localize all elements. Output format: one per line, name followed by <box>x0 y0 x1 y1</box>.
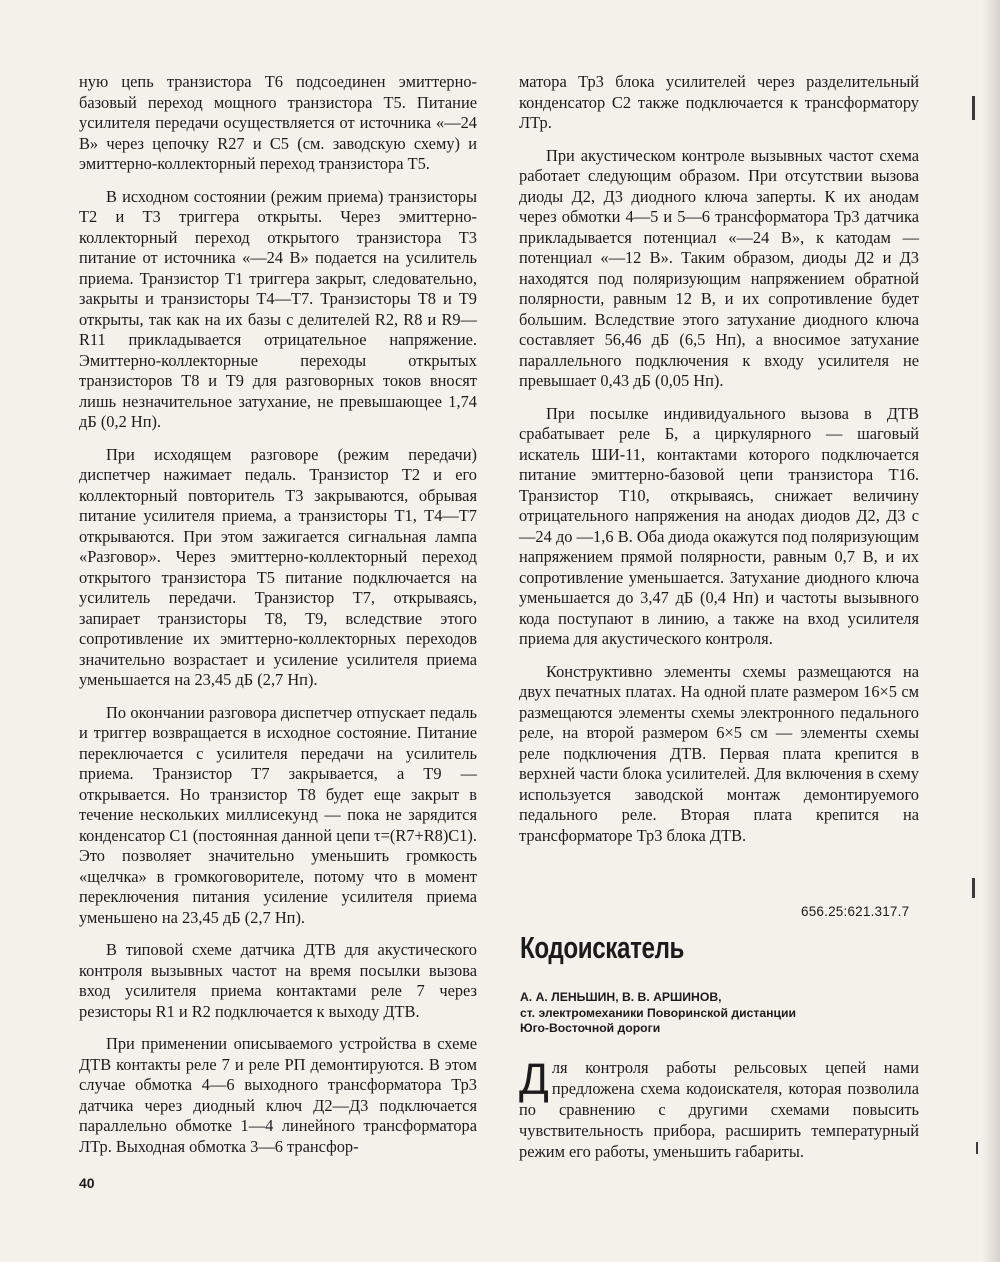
scan-mark <box>976 1142 978 1154</box>
intro-text: ля контроля работы рельсовых цепей нами предложена схема кодоискателя, которая позволила по сравнению с другими схемами повысить чувствительность прибора, расширить температурный режим его работы, уменьшить габариты. <box>519 1058 919 1161</box>
paragraph: При акустическом контроле вызывных частот схема работает следующим образом. При отсутствии вызова диоды Д2, Д3 диодного ключа заперты. К их анодам через обмотки 4—5 и 5—6 трансформатора Тр3 датчика прикладывается потенциал «—24 В», к катодам — потенциал «—12 В». Таким образом, диоды Д2 и Д3 находятся под поляризующим напряжением обратной полярности, равным 12 В, и их сопротивление будет большим. Вследствие этого затухание диодного ключа составляет 56,46 дБ (6,5 Нп), а вносимое затухание параллельного подключения к входу усилителя не превышает 0,43 дБ (0,05 Нп). <box>519 145 919 390</box>
paragraph: При посылке индивидуального вызова в ДТВ срабатывает реле Б, а циркулярного — шаговый искатель ШИ-11, контактами которого подключается питание эмиттерно-базовой цепи транзистора Т16. Транзистор Т10, открываясь, снижает величину отрицательного напряжения на анодах диодов Д2, Д3 с —24 до —1,6 В. Оба диода окажутся под поляризующим напряжением прямой полярности, равным 0,7 В, и их сопротивление уменьшается. Затухание диодного ключа уменьшается до 3,47 дБ (0,4 Нп) и частоты вызывного кода поступают в линию, а также на вход усилителя приема для акустического контроля. <box>519 403 919 648</box>
paragraph: В типовой схеме датчика ДТВ для акустического контроля вызывных частот на время посылки вызова вход усилителя приема контактами реле 7 через резисторы R1 и R2 подключается к выходу ДТВ. <box>79 940 477 1021</box>
scan-mark <box>972 96 975 120</box>
paragraph: По окончании разговора диспетчер отпускает педаль и триггер возвращается в исходное состояние. Питание переключается с усилителя передачи на усилитель приема. Транзистор Т7 закрывается, а Т9 — открывается. Но транзистор Т8 будет еще закрыт в течение нескольких миллисекунд — пока не зарядится конденсатор С1 (постоянная данной цепи τ=(R7+R8)C1). Это позволяет значительно уменьшить громкость «щелчка» в громкоговорителе, потому что в момент переключения питания усиление усилителя приема уменьшено на 23,45 дБ (2,7 Нп). <box>79 702 477 927</box>
paragraph: В исходном состоянии (режим приема) транзисторы Т2 и Т3 триггера открыты. Через эмиттерно-коллекторный переход открытого транзистора Т3 питание от источника «—24 В» подается на усилитель приема. Транзистор Т1 триггера закрыт, следовательно, закрыты и транзисторы Т4—Т7. Транзисторы Т8 и Т9 открыты, так как на их базы с делителей R2, R8 и R9—R11 прикладывается отрицательное напряжение. Эмиттерно-коллекторные переходы открытых транзисторов Т8 и Т9 для разговорных токов вносят лишь незначительное затухание, не превышающее 1,74 дБ (0,2 Нп). <box>79 186 477 431</box>
article-byline <box>520 990 796 1037</box>
drop-cap: Д <box>519 1055 549 1104</box>
paragraph: При исходящем разговоре (режим передачи) диспетчер нажимает педаль. Транзистор Т2 и его коллекторный повторитель Т3 закрываются, обрывая питание усилителя приема, а транзисторы Т1, Т4—Т7 открываются. При этом зажигается сигнальная лампа «Разговор». Через эмиттерно-коллекторный переход открытого транзистора Т5 питание подключается на усилитель передачи. Транзистор Т7, открываясь, запирает транзисторы Т8, Т9, вследствие этого сопротивление их эмиттерно-коллекторных переходов значительно возрастает и усиление усилителя приема уменьшается на 23,45 дБ (2,7 Нп). <box>79 444 477 689</box>
author-affiliation-line: ст. электромеханики Поворинской дистанции <box>520 1005 796 1020</box>
page-number: 40 <box>79 1175 95 1191</box>
article-title: Кодоискатель <box>520 930 685 965</box>
article-intro <box>519 1057 919 1162</box>
paragraph: Конструктивно элементы схемы размещаются на двух печатных платах. На одной плате размером 16×5 см размещаются элементы схемы электронного педального реле, на второй размером 6×5 см — элементы схемы реле подключения ДТВ. Первая плата крепится в верхней части блока усилителей. Для включения в схему используется заводской монтаж демонтируемого педального реле. Вторая плата крепится на трансформаторе Тр3 блока ДТВ. <box>519 661 919 845</box>
paragraph: ную цепь транзистора Т6 подсоединен эмиттерно-базовый переход мощного транзистора Т5. Питание усилителя передачи осуществляется от источника «—24 В» через цепочку R27 и С5 (см. заводскую схему) и эмиттерно-коллекторный переход транзистора Т5. <box>79 72 477 173</box>
page-edge-shadow <box>982 0 1000 1262</box>
paragraph: При применении описываемого устройства в схеме ДТВ контакты реле 7 и реле РП демонтируются. В этом случае обмотка 4—6 выходного трансформатора Тр3 датчика через диодный ключ Д2—Д3 подключается параллельно обмотке 1—4 линейного трансформатора ЛТр. Выходная обмотка 3—6 трансфор- <box>79 1034 477 1156</box>
right-column <box>519 72 919 858</box>
left-column <box>79 72 477 1169</box>
author-names: А. А. ЛЕНЬШИН, В. В. АРШИНОВ, <box>520 990 722 1004</box>
author-affiliation-line: Юго-Восточной дороги <box>520 1021 661 1035</box>
udc-code: 656.25:621.317.7 <box>801 904 910 919</box>
paragraph: матора Тр3 блока усилителей через разделительный конденсатор С2 также подключается к трансформатору ЛТр. <box>519 72 919 132</box>
scan-mark <box>972 878 975 898</box>
